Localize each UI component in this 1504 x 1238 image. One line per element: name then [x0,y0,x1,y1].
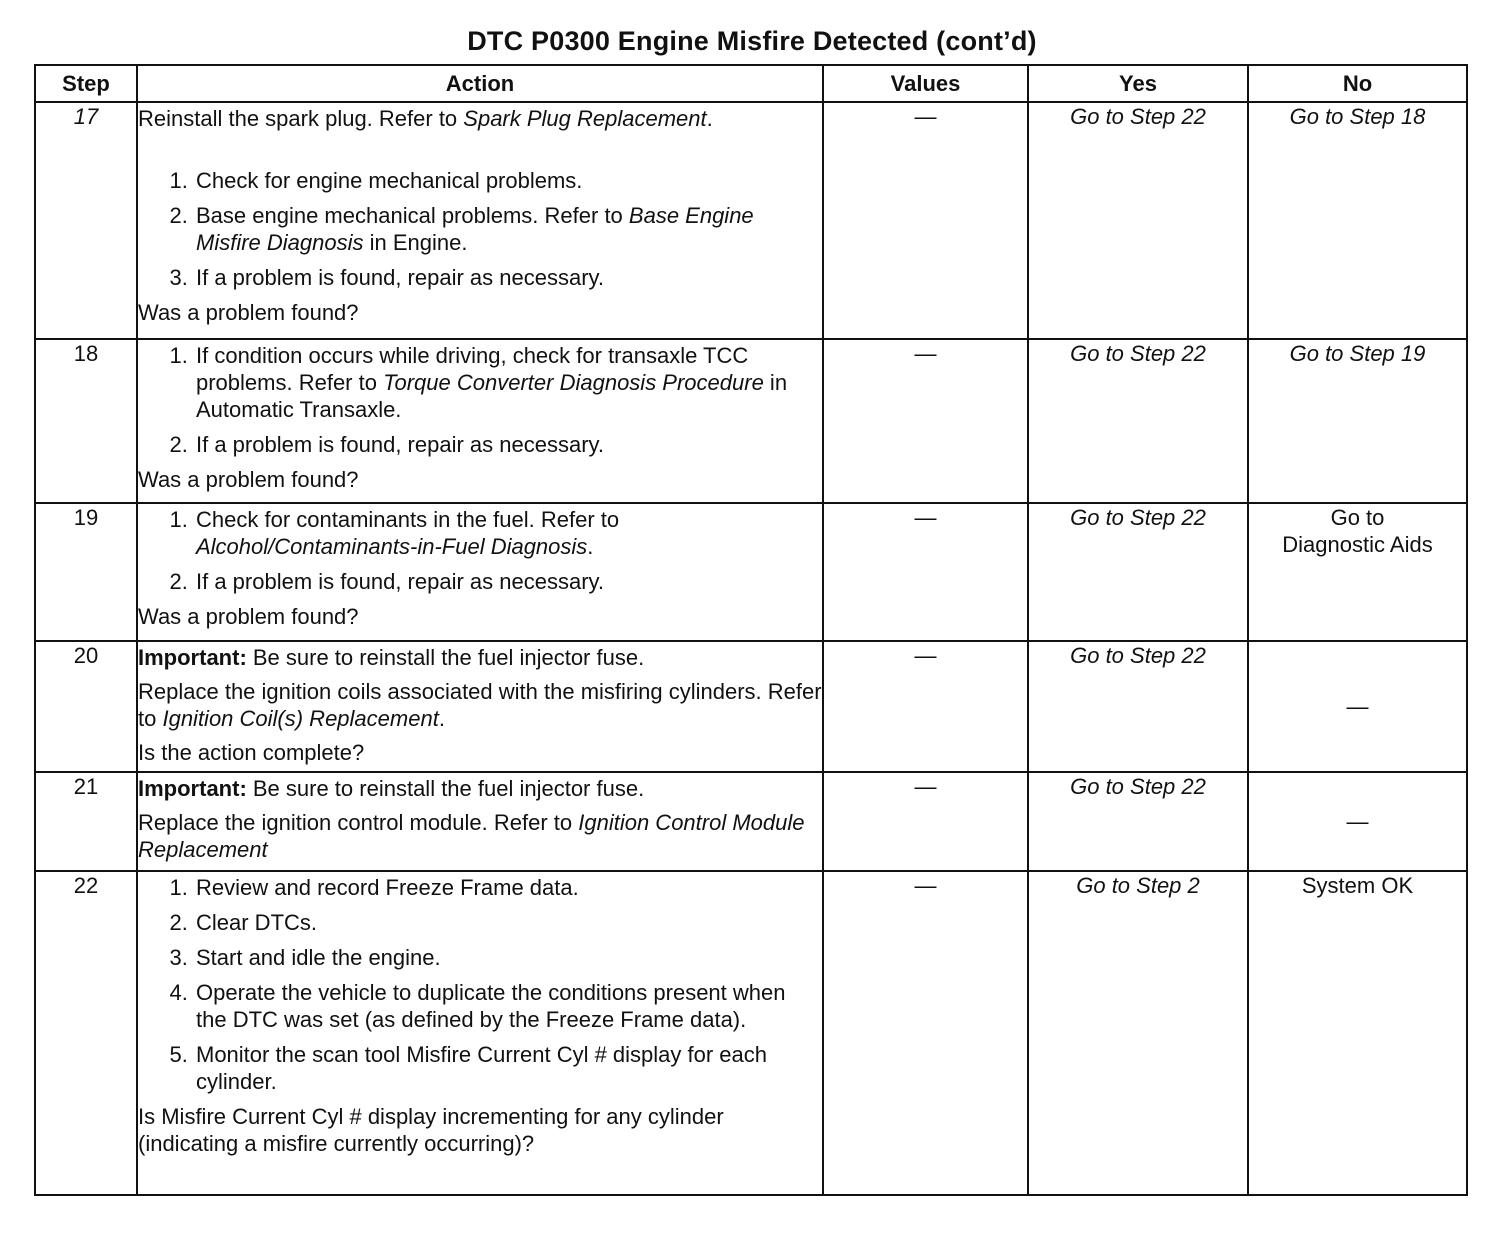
values-cell: — [823,102,1028,339]
header-no: No [1248,65,1467,102]
list-item: 4. Operate the vehicle to duplicate the conditions present when the DTC was set (as defined by the Freeze Frame data). [194,979,822,1033]
doc-reference: Alcohol/Contaminants-in-Fuel Diagnosis [196,534,588,559]
list-item: 2. If a problem is found, repair as necessary. [194,568,822,595]
diagnostic-table [34,64,1468,1196]
action-question: Was a problem found? [138,467,359,492]
list-item: 5. Monitor the scan tool Misfire Current Cyl # display for each cylinder. [194,1041,822,1095]
table-row-step-21 [35,772,1467,871]
action-cell [137,339,823,503]
page-title: DTC P0300 Engine Misfire Detected (cont’d) [467,26,1037,56]
table-row-step-18 [35,339,1467,503]
action-body: Replace the ignition coils associated with the misfiring cylinders. Refer to Ignition Coil(s) Replacement. [138,679,822,731]
action-steps-list [138,167,822,291]
table-header-row [35,65,1467,102]
yes-cell: Go to Step 22 [1028,102,1248,339]
values-cell: — [823,641,1028,772]
table-row-step-17 [35,102,1467,339]
action-steps-list [138,506,822,595]
yes-cell: Go to Step 22 [1028,339,1248,503]
action-cell [137,503,823,641]
yes-cell: Go to Step 22 [1028,772,1248,871]
action-cell [137,641,823,772]
header-action: Action [137,65,823,102]
doc-reference: Base Engine Misfire Diagnosis [196,203,754,255]
values-cell: — [823,503,1028,641]
yes-cell: Go to Step 22 [1028,641,1248,772]
doc-reference: Torque Converter Diagnosis Procedure [383,370,764,395]
no-line: Diagnostic Aids [1282,532,1433,557]
step-number: 19 [35,503,137,641]
action-body: Replace the ignition control module. Refer to Ignition Control Module Replacement [138,810,805,862]
list-item: 2. If a problem is found, repair as necessary. [194,431,822,458]
header-step: Step [35,65,137,102]
no-cell: Go to Step 19 [1248,339,1467,503]
list-item: 3. Start and idle the engine. [194,944,822,971]
step-number: 20 [35,641,137,772]
yes-cell: Go to Step 22 [1028,503,1248,641]
action-cell [137,772,823,871]
step-number: 17 [35,102,137,339]
no-cell: — [1248,641,1467,772]
action-steps-list [138,342,822,458]
important-note: Important: Be sure to reinstall the fuel injector fuse. [138,776,645,801]
step-number: 22 [35,871,137,1195]
header-yes: Yes [1028,65,1248,102]
doc-reference: Spark Plug Replacement [463,106,707,131]
action-intro: Reinstall the spark plug. Refer to Spark Plug Replacement. [138,106,713,131]
no-line: Go to [1330,505,1385,530]
no-cell: System OK [1248,871,1467,1195]
table-row-step-19 [35,503,1467,641]
list-item: 2. Clear DTCs. [194,909,822,936]
action-steps-list [138,874,822,1095]
action-question: Was a problem found? [138,604,359,629]
table-row-step-20 [35,641,1467,772]
list-item: 1. If condition occurs while driving, check for transaxle TCC problems. Refer to Torque Converter Diagnosis Procedure in Automatic Transaxle. [194,342,822,423]
values-cell: — [823,871,1028,1195]
step-number: 21 [35,772,137,871]
action-question: Is Misfire Current Cyl # display incrementing for any cylinder (indicating a misfire currently occurring)? [138,1104,724,1156]
action-question: Is the action complete? [138,740,365,765]
action-cell [137,871,823,1195]
list-item: 1. Review and record Freeze Frame data. [194,874,822,901]
action-question: Was a problem found? [138,300,359,325]
list-item: 1. Check for contaminants in the fuel. Refer to Alcohol/Contaminants-in-Fuel Diagnosis. [194,506,822,560]
no-cell [1248,503,1467,641]
no-cell: Go to Step 18 [1248,102,1467,339]
action-cell [137,102,823,339]
values-cell: — [823,772,1028,871]
table-row-step-22 [35,871,1467,1195]
doc-reference: Ignition Coil(s) Replacement [162,706,439,731]
yes-cell: Go to Step 2 [1028,871,1248,1195]
doc-reference: Ignition Control Module Replacement [138,810,805,862]
header-values: Values [823,65,1028,102]
important-note: Important: Be sure to reinstall the fuel injector fuse. [138,645,645,670]
values-cell: — [823,339,1028,503]
list-item: 2. Base engine mechanical problems. Refer to Base Engine Misfire Diagnosis in Engine. [194,202,822,256]
no-cell: — [1248,772,1467,871]
step-number: 18 [35,339,137,503]
list-item: 1. Check for engine mechanical problems. [194,167,822,194]
list-item: 3. If a problem is found, repair as necessary. [194,264,822,291]
